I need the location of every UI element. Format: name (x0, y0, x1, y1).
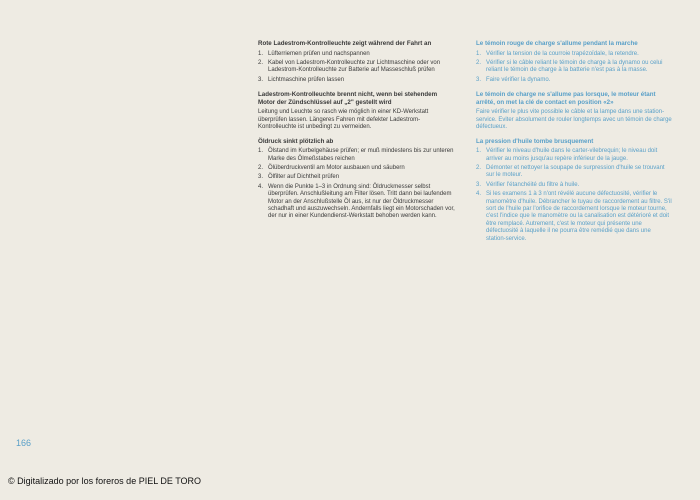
list-item: 2. Ölüberdruckventil am Motor ausbauen und säubern (258, 165, 405, 172)
fr-section-lamp-off (476, 91, 672, 131)
fr-heading-charge-while-driving: Le témoin rouge de charge s'allume pendant la marche (476, 40, 638, 47)
de-heading-oil-pressure: Öldruck sinkt plötzlich ab (258, 137, 334, 145)
list-item: 3. Lichtmaschine prüfen lassen (258, 76, 345, 83)
list-item: 4. Wenn die Punkte 1–3 in Ordnung sind: Öldruckmesser selbst überprüfen. Anschlußleitung am Filter lösen. Tritt dann bei laufendem Motor an der Anschlußstelle Öl aus, ist nur der Öldruckmesser schadhaft und auszuwechseln. Andernfalls liegt ein Motorschaden vor, der nur in einer Kundendienst-Werkstatt behoben werden kann. (258, 183, 455, 220)
de-heading-lamp-not-lit: Ladestrom-Kontrolleuchte brennt nicht, wenn bei stehendem Motor der Zündschlüssel auf „2" gestellt wird (258, 91, 438, 106)
de-heading-charge-while-driving: Rote Ladestrom-Kontrolleuchte zeigt während der Fahrt an (258, 40, 432, 47)
list-item: 1. Vérifier la tension de la courroie trapézoïdale, la retendre. (476, 50, 639, 57)
fr-paragraph-lamp: Faire vérifier le plus vite possible le câble et la lampe dans une station-service. Eviter absolument de rouler longtemps avec un témoin de charge défectueux. (476, 109, 672, 131)
fr-heading-lamp-not-lit: Le témoin de charge ne s'allume pas lorsque, le moteur étant arrêté, on met la clé de contact en position «2» (476, 91, 656, 106)
fr-heading-oil-pressure: La pression d'huile tombe brusquement (476, 137, 594, 145)
french-column (476, 40, 672, 250)
list-item: 2. Kabel von Ladestrom-Kontrolleuchte zur Lichtmaschine oder von Ladestrom-Kontrolleuchte zur Batterie auf Masseschluß prüfen (258, 60, 441, 74)
list-item: 3. Vérifier l'étanchéité du filtre à huile. (476, 181, 580, 188)
list-item: 3. Ölfilter auf Dichtheit prüfen (258, 174, 340, 181)
list-item: 2. Vérifier si le câble reliant le témoin de charge à la dynamo ou celui reliant le témoin de charge à la batterie n'est pas à la masse. (476, 60, 663, 74)
list-item: 3. Faire vérifier la dynamo. (476, 76, 551, 83)
list-item: 1. Ölstand im Kurbelgehäuse prüfen; er muß mindestens bis zur unteren Marke des Ölmeßstabes reichen (258, 148, 454, 162)
scan-credit: © Digitalizado por los foreros de PIEL DE TORO (8, 476, 202, 486)
de-list-oil (258, 148, 455, 221)
de-section-oil-pressure (258, 138, 455, 221)
de-section-charge-warning (258, 40, 455, 84)
list-item: 4. Si les examens 1 à 3 n'ont révélé aucune défectuosité, vérifier le manomètre d'huile. Débrancher le tuyau de raccordement au filtre. S'il sort de l'huile par l'orifice de raccordement lorsque le moteur tourne, c'est l'indice que le manomètre ou la canalisation est détérioré et doit être remplacé. Autrement, c'est le moteur qui présente une défectuosité à laquelle il ne pourra être remédié que dans une station-service. (476, 191, 672, 242)
list-item: 2. Démonter et nettoyer la soupape de surpression d'huile se trouvant sur le moteur. (476, 165, 665, 179)
fr-section-charge-warning (476, 40, 672, 84)
de-section-lamp-off (258, 91, 455, 131)
list-item: 1. Lüfterriemen prüfen und nachspannen (258, 50, 370, 57)
german-column (258, 40, 455, 228)
de-paragraph-lamp: Leitung und Leuchte so rasch wie möglich in einer KD-Werkstatt überprüfen lassen. Längeres Fahren mit defekter Ladestrom-Kontrolleuchte ist unbedingt zu vermeiden. (258, 109, 429, 131)
fr-list-charge (476, 51, 672, 85)
fr-section-oil-pressure (476, 138, 672, 243)
de-list-charge (258, 51, 455, 85)
page-number: 166 (16, 438, 32, 448)
fr-list-oil (476, 148, 672, 243)
list-item: 1. Vérifier le niveau d'huile dans le carter-vilebrequin; le niveau doit arriver au moins jusqu'au repère inférieur de la jauge. (476, 148, 658, 162)
